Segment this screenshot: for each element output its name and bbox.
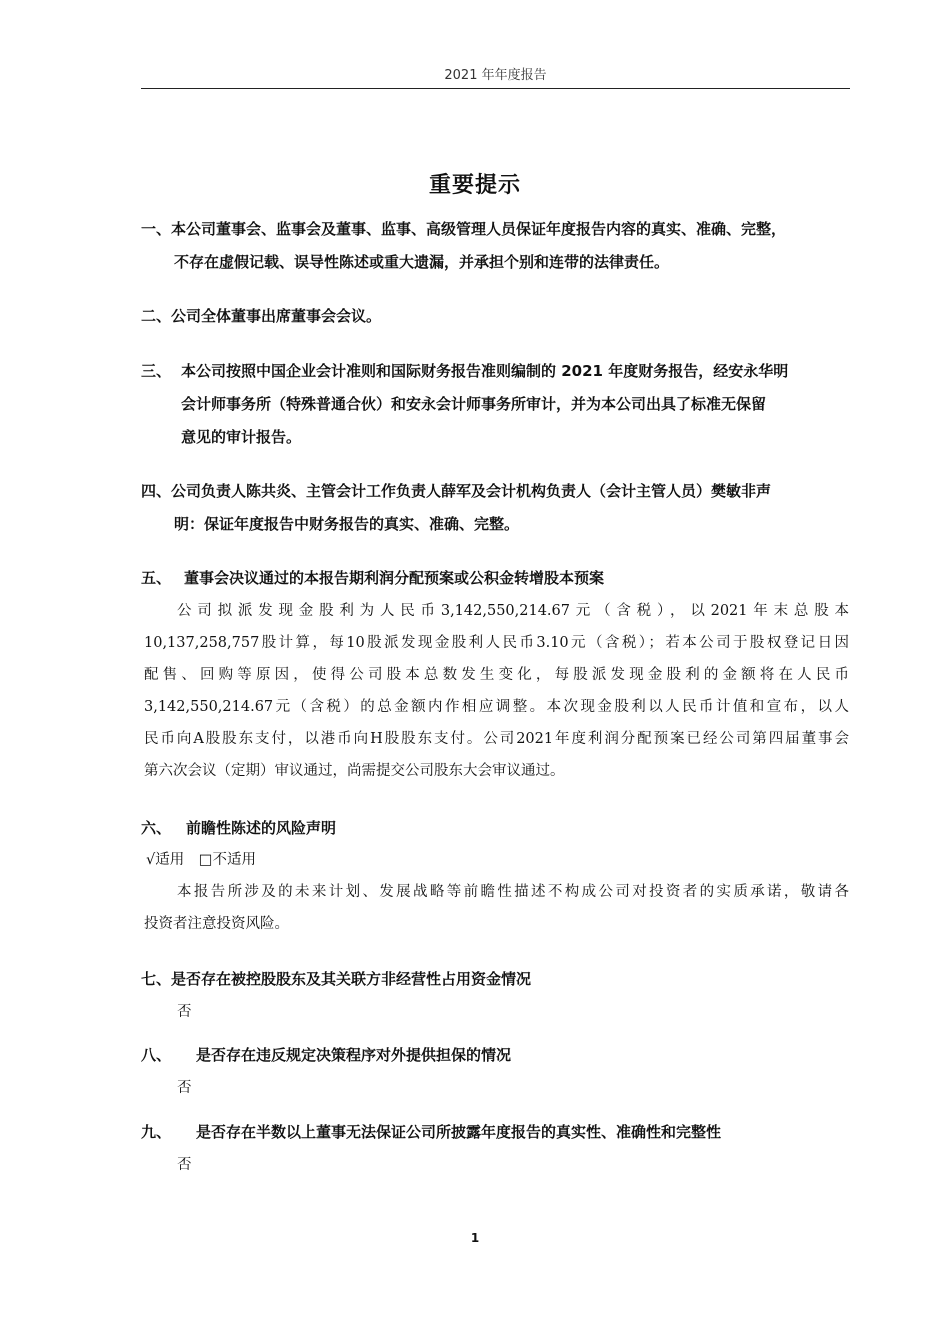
item-7-answer: 否 — [177, 1004, 192, 1020]
page-number: 1 — [470, 1231, 480, 1245]
item-5-para-line-5: 民币向A股股东支付，以港币向H股股东支付。公司2021年度利润分配预案已经公司第四届董事会 — [144, 731, 849, 747]
item-2-line-1: 二、公司全体董事出席董事会会议。 — [141, 307, 382, 325]
item-5-number: 五、 — [141, 569, 172, 587]
item-3-line-1: 本公司按照中国企业会计准则和国际财务报告准则编制的 2021 年度财务报告，经安永华明 — [181, 362, 789, 380]
item-6-para-line-2: 投资者注意投资风险。 — [144, 916, 289, 932]
item-4-line-1: 四、公司负责人陈共炎、主管会计工作负责人薛军及会计机构负责人（会计主管人员）樊敏非声 — [141, 482, 772, 500]
item-8-heading: 是否存在违反规定决策程序对外提供担保的情况 — [196, 1046, 512, 1064]
page-title: 重要提示 — [428, 173, 521, 198]
item-7-heading: 七、是否存在被控股股东及其关联方非经营性占用资金情况 — [141, 970, 532, 988]
header-divider — [141, 88, 850, 89]
item-1-line-1: 一、本公司董事会、监事会及董事、监事、高级管理人员保证年度报告内容的真实、准确、完整， — [141, 220, 787, 238]
item-9-heading: 是否存在半数以上董事无法保证公司所披露年度报告的真实性、准确性和完整性 — [196, 1123, 722, 1141]
item-3-line-3: 意见的审计报告。 — [181, 428, 302, 446]
item-8-number: 八、 — [141, 1046, 172, 1064]
item-5-para-line-4: 3,142,550,214.67元（含税）的总金额内作相应调整。本次现金股利以人民币计值和宣布，以人 — [144, 699, 849, 715]
item-5-heading: 董事会决议通过的本报告期利润分配预案或公积金转增股本预案 — [184, 569, 605, 587]
item-5-para-line-6: 第六次会议（定期）审议通过，尚需提交公司股东大会审议通过。 — [144, 763, 565, 779]
item-6-number: 六、 — [141, 819, 172, 837]
item-8-answer: 否 — [177, 1080, 192, 1096]
item-6-applicability: √适用 □不适用 — [146, 852, 256, 868]
item-6-heading: 前瞻性陈述的风险声明 — [186, 819, 337, 837]
item-1-line-2: 不存在虚假记载、误导性陈述或重大遗漏，并承担个别和连带的法律责任。 — [174, 253, 670, 271]
item-3-number: 三、 — [141, 362, 172, 380]
item-9-answer: 否 — [177, 1157, 192, 1173]
item-5-para-line-1: 公司拟派发现金股利为人民币3,142,550,214.67元（含税），以2021年末总股本 — [177, 603, 849, 619]
item-6-para-line-1: 本报告所涉及的未来计划、发展战略等前瞻性描述不构成公司对投资者的实质承诺，敬请各 — [177, 884, 849, 900]
item-3-line-2: 会计师事务所（特殊普通合伙）和安永会计师事务所审计，并为本公司出具了标准无保留 — [181, 395, 767, 413]
page-header: 2021 年年度报告 — [444, 68, 547, 83]
item-9-number: 九、 — [141, 1123, 172, 1141]
item-4-line-2: 明：保证年度报告中财务报告的真实、准确、完整。 — [174, 515, 520, 533]
item-5-para-line-2: 10,137,258,757股计算，每10股派发现金股利人民币3.10元（含税）；若本公司于股权登记日因 — [144, 635, 849, 651]
item-5-para-line-3: 配售、回购等原因，使得公司股本总数发生变化，每股派发现金股利的金额将在人民币 — [144, 667, 849, 683]
